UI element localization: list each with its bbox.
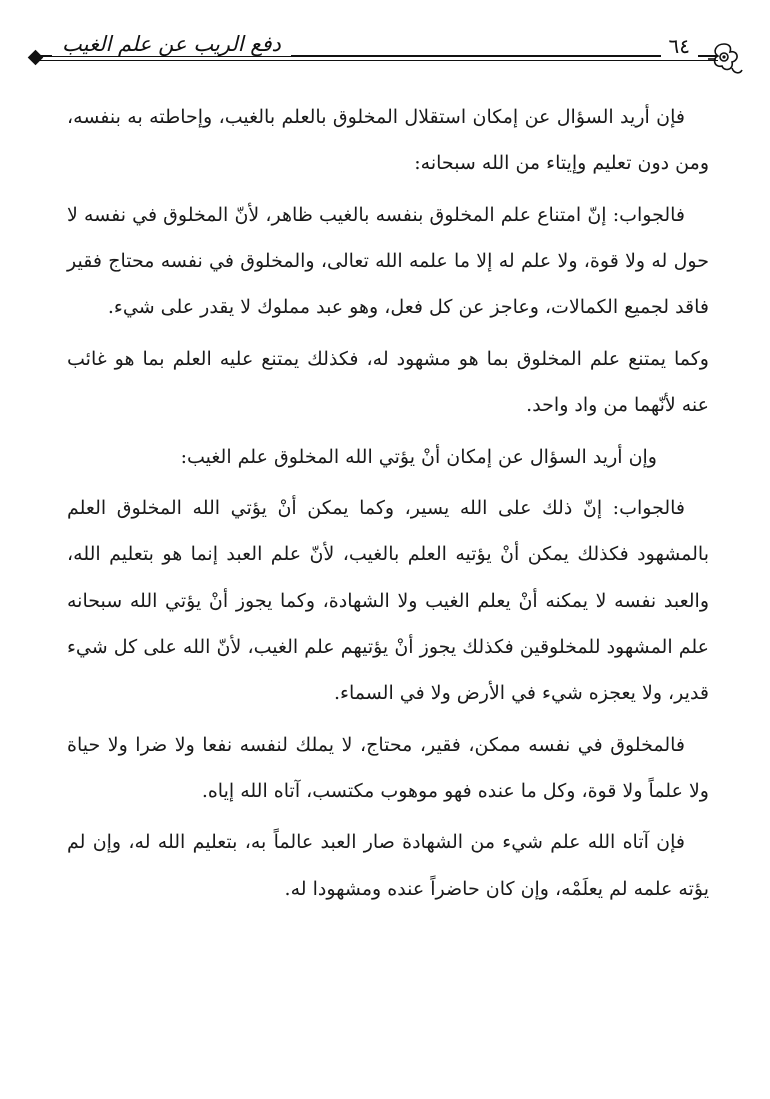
page-number: ٦٤ [661,34,698,58]
paragraph-witnessed-and-unseen: وكما يمتنع علم المخلوق بما هو مشهود له، فكذلك يمتنع عليه العلم بما هو غائب عنه لأنّهما من واد واحد. [67,347,709,417]
diamond-ornament-icon [28,50,44,66]
page-header [30,28,744,80]
paragraph-question-granting: وإن أريد السؤال عن إمكان أنْ يؤتي الله المخلوق علم الغيب: [180,445,657,468]
paragraph-answer-impossibility: فالجواب: إنّ امتناع علم المخلوق بنفسه بالغيب ظاهر، لأنّ المخلوق في نفسه لا حول له ولا قوة، ولا علم له إلا ما علمه الله تعالى، والمخلوق في نفسه محتاج فقير فاقد لجميع الكمالات، وعاجز عن كل فعل، وهو عبد مملوك لا يقدر على شيء. [67,203,709,319]
paragraph-knowledge-by-teaching: فإن آتاه الله علم شيء من الشهادة صار العبد عالماً به، بتعليم الله له، وإن لم يؤته علمه لم يعلَمْه، وإن كان حاضراً عنده ومشهودا له. [67,831,709,900]
paragraph-question-independence: فإن أريد السؤال عن إمكان استقلال المخلوق بالعلم بالغيب، وإحاطته به بنفسه، ومن دون تعليم وإيتاء من الله سبحانه: [67,106,709,175]
floral-ornament-icon [704,38,744,78]
paragraph-answer-possibility: فالجواب: إنّ ذلك على الله يسير، وكما يمكن أنْ يؤتي الله المخلوق العلم بالمشهود فكذلك يمكن أنْ يؤتيه العلم بالغيب، لأنّ علم العبد إنما هو بتعليم الله، والعبد نفسه لا يمكنه أنْ يعلم الغيب ولا الشهادة، وكما يجوز أنْ يؤتي الله سبحانه علم المشهود للمخلوقين فكذلك يجوز أنْ يؤتيهم علم الغيب، لأنّ الله على كل شيء قدير، ولا يعجزه شيء في الأرض ولا في السماء. [67,496,709,705]
header-rule [38,55,718,62]
paragraph-creature-dependence: فالمخلوق في نفسه ممكن، فقير، محتاج، لا يملك لنفسه نفعا ولا ضرا ولا حياة ولا علماً ولا قوة، وكل ما عنده فهو موهوب مكتسب، آتاه الله إياه. [67,733,709,803]
page-body [67,94,709,917]
running-title: دفع الريب عن علم الغيب [52,32,291,56]
